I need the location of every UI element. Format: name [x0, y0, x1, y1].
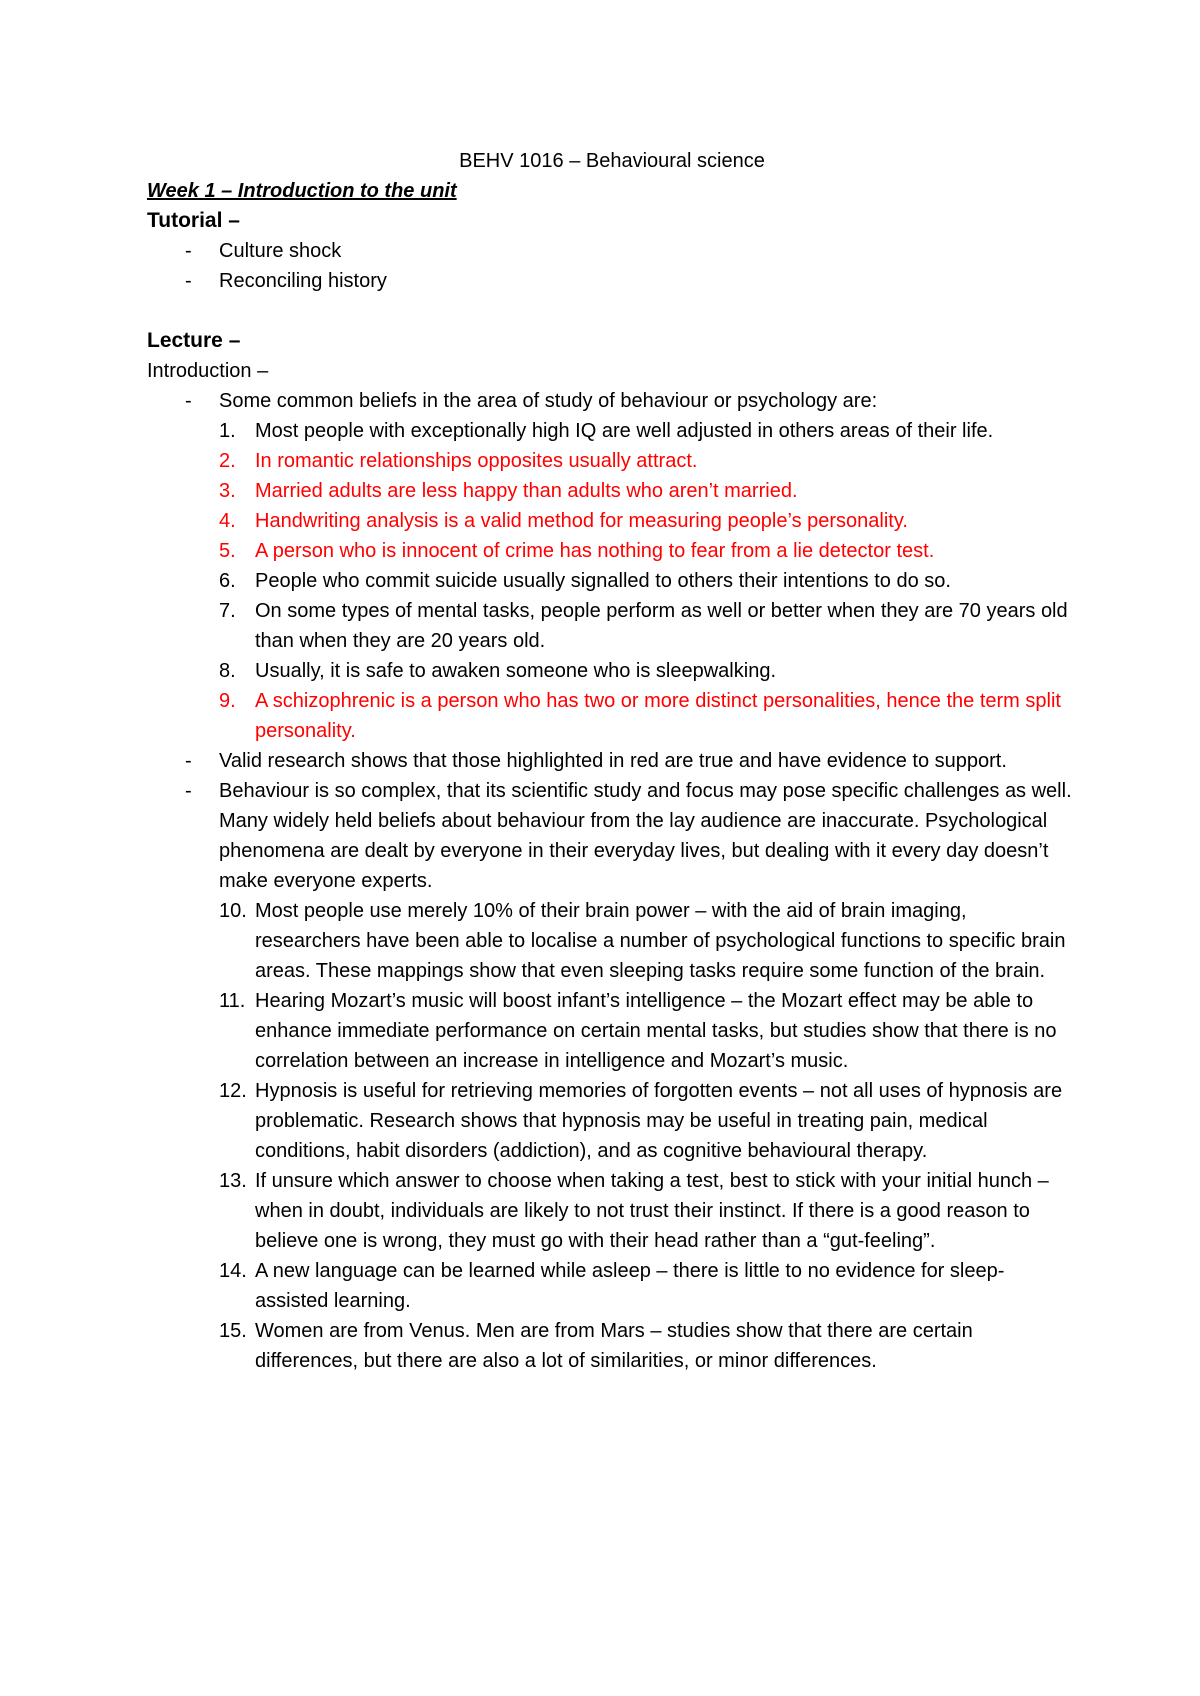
- myths-list: [147, 896, 1077, 1376]
- list-item-text: A new language can be learned while asleep – there is little to no evidence for sleep-assisted learning.: [255, 1260, 1005, 1312]
- myth-item: [147, 986, 1077, 1076]
- list-item-text: Hearing Mozart’s music will boost infant’s intelligence – the Mozart effect may be able to enhance immediate performance on certain mental tasks, but studies show that there is no correlation between an increase in intelligence and Mozart’s music.: [255, 990, 1057, 1072]
- list-number: 8.: [219, 660, 236, 682]
- list-item-text: Handwriting analysis is a valid method for measuring people’s personality.: [255, 510, 908, 532]
- blank-line: [147, 296, 1077, 326]
- tutorial-item: [147, 266, 1077, 296]
- myth-item: [147, 1256, 1077, 1316]
- belief-item: [147, 446, 1077, 476]
- list-item-text: In romantic relationships opposites usually attract.: [255, 450, 698, 472]
- list-item-text: If unsure which answer to choose when taking a test, best to stick with your initial hunch – when in doubt, individuals are likely to not trust their instinct. If there is a good reason to believe one is wrong, they must go with their head rather than a “gut-feeling”.: [255, 1170, 1049, 1252]
- complexity-bullet: [147, 776, 1077, 896]
- list-number: 3.: [219, 480, 236, 502]
- list-item-text: On some types of mental tasks, people perform as well or better when they are 70 years old than when they are 20 years old.: [255, 600, 1068, 652]
- belief-item: [147, 536, 1077, 566]
- belief-item: [147, 656, 1077, 686]
- belief-item: [147, 596, 1077, 656]
- belief-item: [147, 566, 1077, 596]
- list-item-text: A person who is innocent of crime has nothing to fear from a lie detector test.: [255, 540, 935, 562]
- list-item-text: Most people with exceptionally high IQ are well adjusted in others areas of their life.: [255, 420, 994, 442]
- tutorial-item-text: Reconciling history: [219, 270, 387, 292]
- valid-research-text: Valid research shows that those highlighted in red are true and have evidence to support.: [219, 750, 1007, 772]
- complexity-text: Behaviour is so complex, that its scientific study and focus may pose specific challenges as well. Many widely held beliefs about behaviour from the lay audience are inaccurate. Psychological phenomena are dealt by everyone in their everyday lives, but dealing with it every day doesn’t make everyone experts.: [219, 780, 1072, 892]
- list-number: 4.: [219, 510, 236, 532]
- list-item-text: Most people use merely 10% of their brain power – with the aid of brain imaging, researchers have been able to localise a number of psychological functions to specific brain areas. These mappings show that even sleeping tasks require some function of the brain.: [255, 900, 1066, 982]
- dash-marker: -: [185, 750, 192, 772]
- list-number: 11.: [219, 990, 246, 1012]
- belief-item: [147, 416, 1077, 446]
- week-heading: Week 1 – Introduction to the unit: [147, 180, 457, 202]
- myth-item: [147, 896, 1077, 986]
- document-title: BEHV 1016 – Behavioural science: [459, 150, 765, 172]
- list-number: 13.: [219, 1170, 247, 1192]
- dash-marker: -: [185, 240, 192, 262]
- intro-bullet-text: Some common beliefs in the area of study of behaviour or psychology are:: [219, 390, 878, 412]
- myth-item: [147, 1316, 1077, 1376]
- list-item-text: Women are from Venus. Men are from Mars – studies show that there are certain differences, but there are also a lot of similarities, or minor differences.: [255, 1320, 973, 1372]
- list-item-text: Married adults are less happy than adults who aren’t married.: [255, 480, 798, 502]
- list-number: 15.: [219, 1320, 247, 1342]
- lecture-subheading: Introduction –: [147, 360, 269, 382]
- list-number: 6.: [219, 570, 236, 592]
- dash-marker: -: [185, 270, 192, 292]
- document-page: [147, 146, 1077, 1376]
- lecture-heading: Lecture –: [147, 329, 241, 352]
- list-number: 14.: [219, 1260, 247, 1282]
- list-number: 12.: [219, 1080, 247, 1102]
- valid-research-bullet: [147, 746, 1077, 776]
- list-number: 1.: [219, 420, 236, 442]
- tutorial-item-text: Culture shock: [219, 240, 342, 262]
- myth-item: [147, 1076, 1077, 1166]
- list-number: 5.: [219, 540, 236, 562]
- belief-item: [147, 476, 1077, 506]
- list-item-text: Hypnosis is useful for retrieving memories of forgotten events – not all uses of hypnosis are problematic. Research shows that hypnosis may be useful in treating pain, medical conditions, habit disorders (addiction), and as cognitive behavioural therapy.: [255, 1080, 1063, 1162]
- belief-item: [147, 686, 1077, 746]
- intro-bullet: [147, 386, 1077, 416]
- myth-item: [147, 1166, 1077, 1256]
- list-number: 7.: [219, 600, 236, 622]
- list-number: 9.: [219, 690, 236, 712]
- dash-marker: -: [185, 390, 192, 412]
- tutorial-item: [147, 236, 1077, 266]
- list-item-text: A schizophrenic is a person who has two or more distinct personalities, hence the term split personality.: [255, 690, 1061, 742]
- beliefs-list: [147, 416, 1077, 746]
- list-number: 10.: [219, 900, 247, 922]
- list-item-text: Usually, it is safe to awaken someone who is sleepwalking.: [255, 660, 776, 682]
- tutorial-heading: Tutorial –: [147, 209, 240, 232]
- belief-item: [147, 506, 1077, 536]
- dash-marker: -: [185, 780, 192, 802]
- list-item-text: People who commit suicide usually signalled to others their intentions to do so.: [255, 570, 951, 592]
- list-number: 2.: [219, 450, 236, 472]
